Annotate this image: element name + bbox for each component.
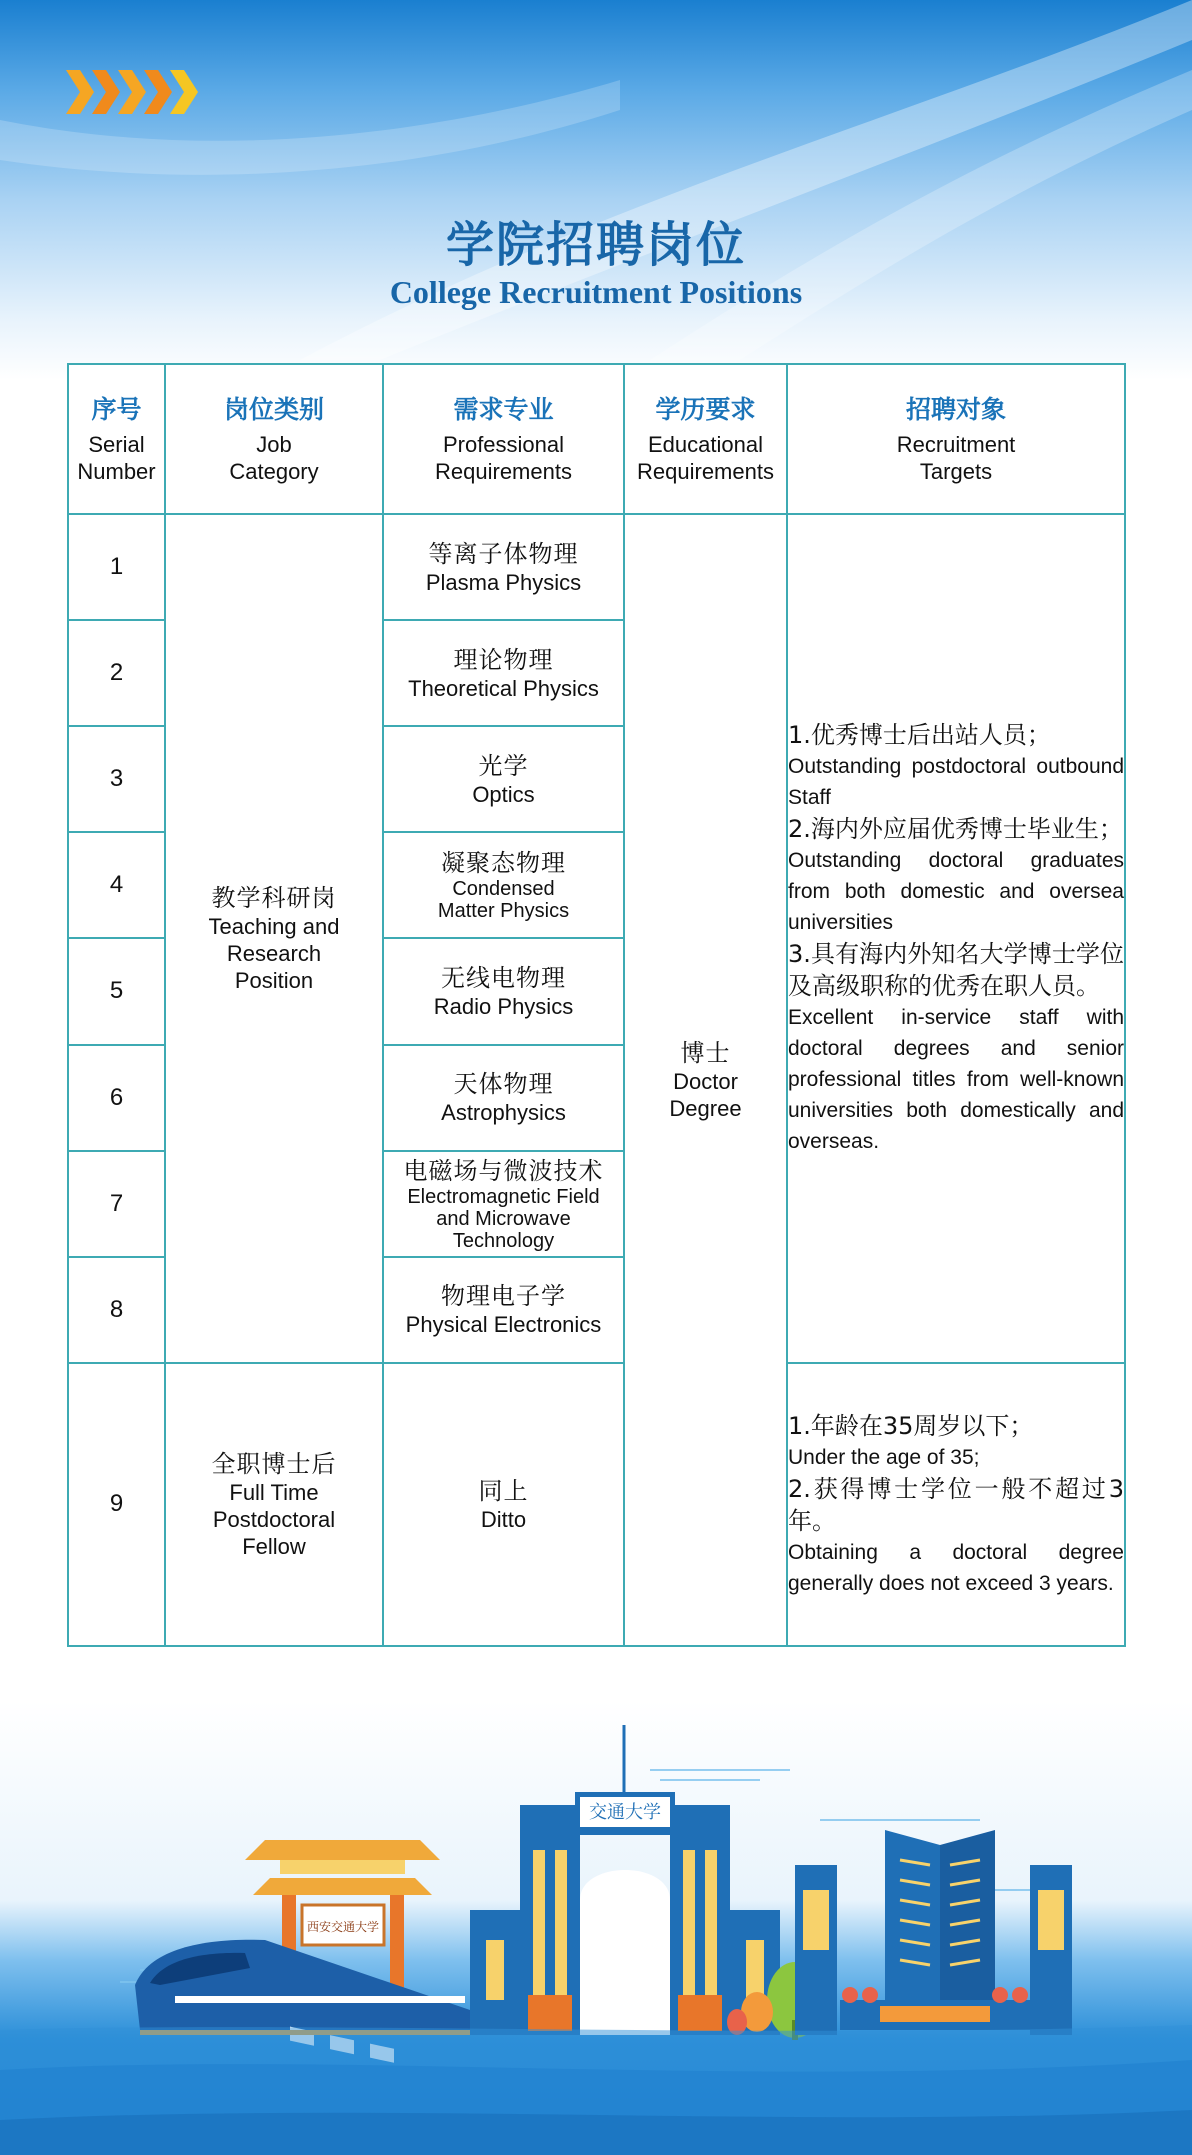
header-educational-requirements: 学历要求 Educational Requirements	[624, 364, 787, 514]
header-serial-number: 序号 Serial Number	[68, 364, 165, 514]
major-cell: 凝聚态物理 Condensed Matter Physics	[383, 832, 624, 938]
header-job-category: 岗位类别 Job Category	[165, 364, 383, 514]
page-title-chinese: 学院招聘岗位	[445, 217, 746, 273]
recruitment-targets-teaching: 1.优秀博士后出站人员； Outstanding postdoctoral outbound Staff 2.海内外应届优秀博士毕业生； Outstanding doctoral graduates from both domestic and oversea universities 3.具有海内外知名大学博士学位及高级职称的优秀在职人员。 Excellent in-service staff with doctoral degrees and senior professional titles from well-known universities both domestically and overseas.	[787, 514, 1125, 1363]
major-cell: 等离子体物理 Plasma Physics	[383, 514, 624, 620]
chevron-arrows-icon	[66, 70, 216, 114]
library-building	[795, 1830, 1072, 2035]
serial-number: 8	[68, 1257, 165, 1363]
job-category-teaching: 教学科研岗 Teaching and Research Position	[165, 514, 383, 1363]
major-cell: 同上 Ditto	[383, 1363, 624, 1646]
campus-skyline-illustration	[0, 1700, 1192, 2155]
major-cell: 无线电物理 Radio Physics	[383, 938, 624, 1044]
job-category-postdoc: 全职博士后 Full Time Postdoctoral Fellow	[165, 1363, 383, 1646]
major-cell: 理论物理 Theoretical Physics	[383, 620, 624, 726]
serial-number: 9	[68, 1363, 165, 1646]
recruitment-targets-postdoc: 1.年龄在35周岁以下； Under the age of 35; 2.获得博士学位一般不超过3年。 Obtaining a doctoral degree generally does not exceed 3 years.	[787, 1363, 1125, 1646]
major-cell: 物理电子学 Physical Electronics	[383, 1257, 624, 1363]
serial-number: 3	[68, 726, 165, 832]
serial-number: 6	[68, 1045, 165, 1151]
major-cell: 天体物理 Astrophysics	[383, 1045, 624, 1151]
education-requirement: 博士 Doctor Degree	[624, 514, 787, 1646]
serial-number: 5	[68, 938, 165, 1044]
serial-number: 1	[68, 514, 165, 620]
recruitment-table	[67, 363, 1126, 1647]
main-gate	[470, 1792, 780, 2035]
header-recruitment-targets: 招聘对象 Recruitment Targets	[787, 364, 1125, 514]
serial-number: 7	[68, 1151, 165, 1257]
serial-number: 4	[68, 832, 165, 938]
major-cell: 光学 Optics	[383, 726, 624, 832]
gate-plaque: 交通大学	[589, 1802, 661, 1823]
table-row	[68, 514, 1125, 620]
serial-number: 2	[68, 620, 165, 726]
major-cell: 电磁场与微波技术 Electromagnetic Field and Microwave Technology	[383, 1151, 624, 1257]
table-header-row	[68, 364, 1125, 514]
table-row	[68, 1363, 1125, 1646]
header-professional-requirements: 需求专业 Professional Requirements	[383, 364, 624, 514]
page-title-english: College Recruitment Positions	[389, 274, 803, 310]
pavilion-plaque: 西安交通大学	[306, 1920, 380, 1934]
